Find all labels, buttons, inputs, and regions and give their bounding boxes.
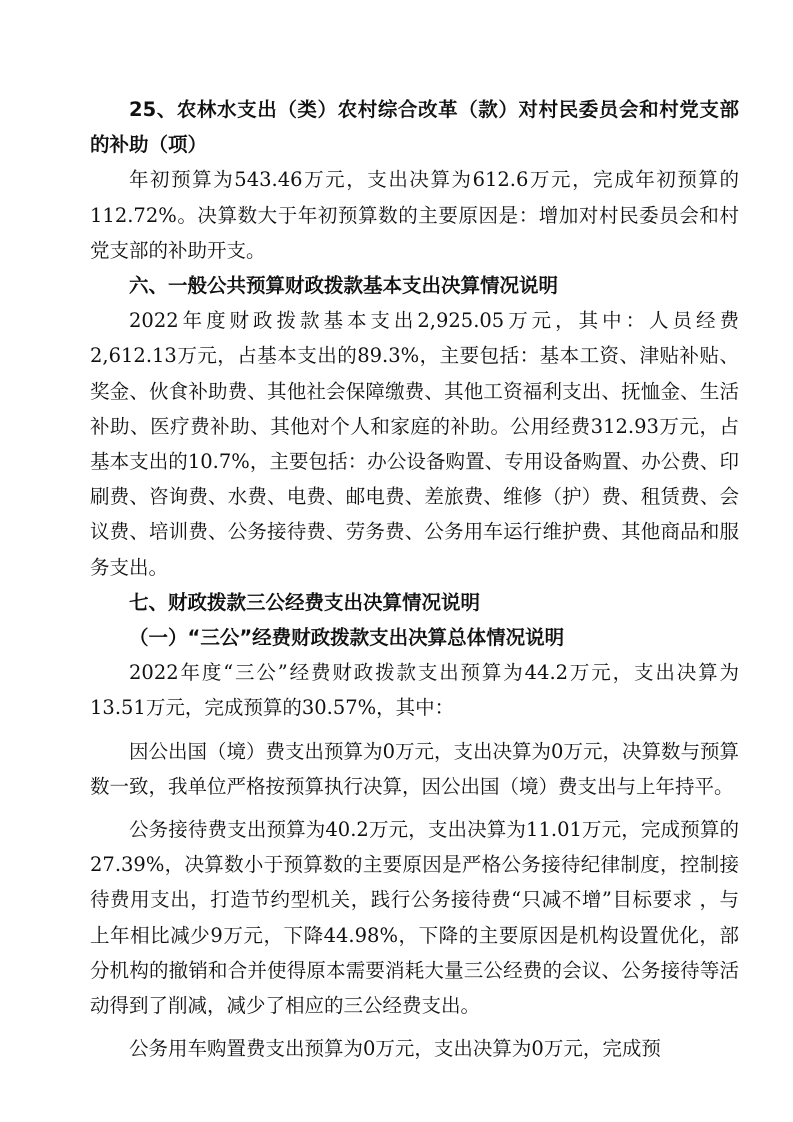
body-paragraph-item-25: 年初预算为543.46万元，支出决算为612.6万元，完成年初预算的112.72%。决算数大于年初预算数的主要原因是：增加对村民委员会和村党支部的补助开支。 bbox=[90, 168, 739, 262]
body-paragraph-basic-expenditure: 2022年度财政拨款基本支出2,925.05万元，其中：人员经费2,612.13万元，占基本支出的89.3%，主要包括：基本工资、津贴补贴、奖金、伙食补助费、其他社会保障缴费、其他工资福利支出、抚恤金、生活补助、医疗费补助、其他对个人和家庭的补助。公用经费312.93万元，占基本支出的10.7%，主要包括：办公设备购置、专用设备购置、办公费、印刷费、咨询费、水费、电费、邮电费、差旅费、维修（护）费、租赁费、会议费、培训费、公务接待费、劳务费、公务用车运行维护费、其他商品和服务支出。 bbox=[90, 309, 739, 579]
heading-section-7: 七、财政拨款三公经费支出决算情况说明 bbox=[129, 590, 481, 614]
body-paragraph-vehicle-purchase: 公务用车购置费支出预算为0万元，支出决算为0万元，完成预 bbox=[129, 1037, 661, 1061]
body-paragraph-official-reception: 公务接待费支出预算为40.2万元，支出决算为11.01万元，完成预算的27.39%，决算数小于预算数的主要原因是严格公务接待纪律制度，控制接待费用支出，打造节约型机关，践行公务接待费“只减不增”目标要求 ，与上年相比减少9万元，下降44.98%，下降的主要原因是机构设置优化，部分机构的撤销和合并使得原本需要消耗大量三公经费的会议、公务接待等活动得到了削减，减少了相应的三公经费支出。 bbox=[90, 818, 739, 1018]
heading-section-6: 六、一般公共预算财政拨款基本支出决算情况说明 bbox=[129, 274, 559, 298]
heading-item-25: 25、农林水支出（类）农村综合改革（款）对村民委员会和村党支部的补助（项） bbox=[90, 98, 739, 157]
body-paragraph-three-public-total: 2022年度“三公”经费财政拨款支出预算为44.2万元，支出决算为13.51万元，完成预算的30.57%，其中： bbox=[90, 661, 739, 720]
body-paragraph-overseas-travel: 因公出国（境）费支出预算为0万元，支出决算为0万元，决算数与预算数一致，我单位严格按预算执行决算，因公出国（境）费支出与上年持平。 bbox=[90, 739, 739, 798]
heading-subsection-1: （一）“三公”经费财政拨款支出决算总体情况说明 bbox=[129, 626, 565, 650]
